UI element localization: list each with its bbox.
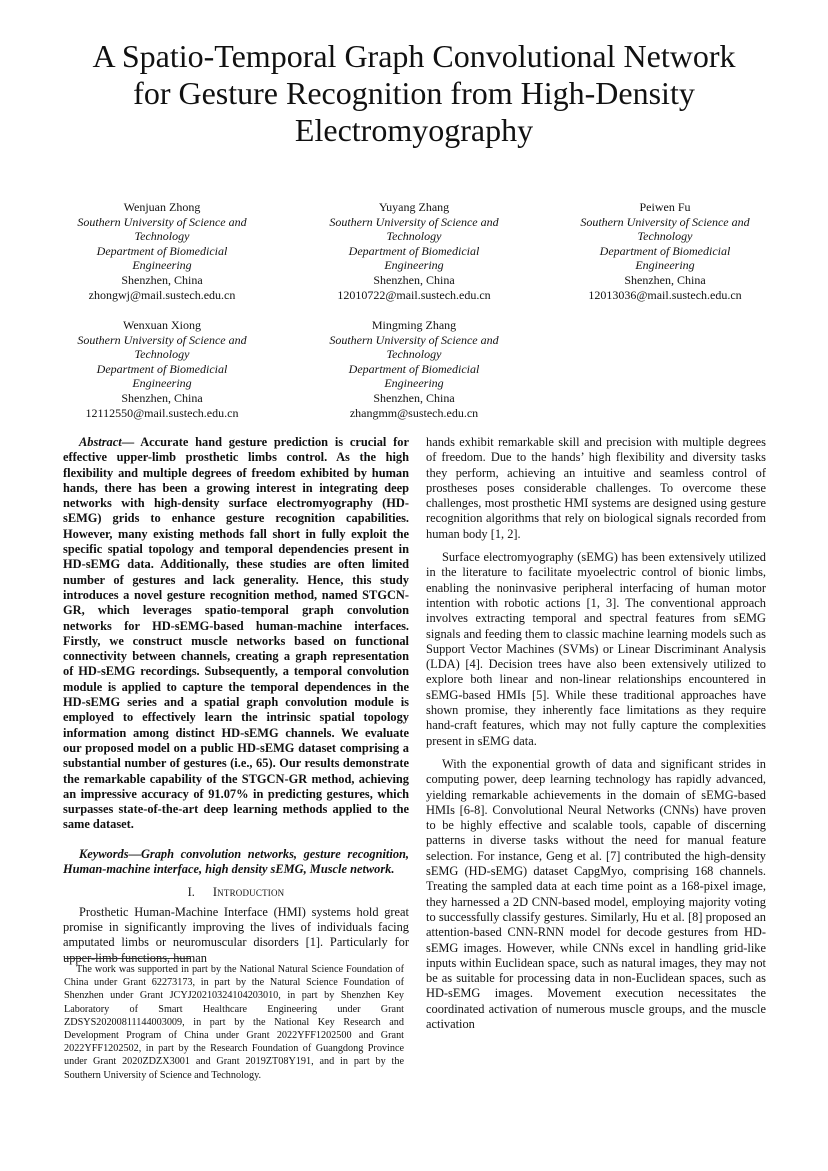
abstract-body: Accurate hand gesture prediction is crucial for effective upper-limb prosthetic limbs control. As the high flexibility and multiple degrees of freedom exhibited by human hands, there has been a growing interest in integrating deep networks with high-density surface electromyography (HD-sEMG) grids to enhance gesture recognition capabilities. However, many existing methods fall short in fully exploit the specific spatial topology and temporal dependencies present in HD-sEMG data. Additionally, these studies are often limited number of gestures and lack generality. Hence, this study introduces a novel gesture recognition method, named STGCN-GR, which leverages spatio-temporal graph convolution networks for HD-sEMG-based human-machine interfaces. Firstly, we construct muscle networks based on functional connectivity between channels, creating a graph representation of HD-sEMG recordings. Subsequently, a temporal convolution module is applied to capture the temporal dependences in the HD-sEMG series and a spatial graph convolution module is employed to effectively learn the intrinsic spatial topology information among distinct HD-sEMG channels. We evaluate our proposed model on a public HD-sEMG dataset comprising a substantial number of gestures (i.e., 65). Our results demonstrate the remarkable capability of the STGCN-GR method, achieving an impressive accuracy of 91.07% in predicting gestures, which surpasses state-of-the-art deep learning methods applied to the same dataset. <box>63 435 409 832</box>
author-block-4 <box>52 318 272 420</box>
author-affiliation: Technology <box>637 229 693 244</box>
author-affiliation: Southern University of Science and <box>329 214 499 229</box>
author-affiliation: Southern University of Science and <box>329 332 499 347</box>
author-block-1 <box>52 200 272 302</box>
author-name: Yuyang Zhang <box>378 200 450 214</box>
body-paragraph: hands exhibit remarkable skill and precision with multiple degrees of freedom. Due to the hands’ high flexibility and diversity tasks they perform, achieving an intuitive and seamless control of prostheses poses considerable challenges. To overcome these challenges, most prosthetic HMI systems are designed using gesture recognition algorithms that rely on biological signals recorded from human body [1, 2]. <box>426 435 766 541</box>
author-affiliation: Technology <box>134 229 190 244</box>
abstract-dash: — <box>121 435 141 449</box>
author-department: Department of Biomedicial <box>96 361 228 376</box>
author-name: Mingming Zhang <box>371 318 457 332</box>
abstract-label: Abstract <box>79 435 122 449</box>
title-line-1: A Spatio-Temporal Graph Convolutional Network <box>92 38 736 74</box>
author-affiliation: Southern University of Science and <box>580 214 750 229</box>
author-department: Engineering <box>384 376 444 391</box>
section-title: Introduction <box>212 885 285 900</box>
author-email: zhangmm@sustech.edu.cn <box>349 405 479 420</box>
author-block-3 <box>555 200 775 302</box>
author-city: Shenzhen, China <box>624 272 706 287</box>
author-department: Department of Biomedicial <box>348 361 480 376</box>
title-line-2: for Gesture Recognition from High-Density <box>133 75 695 111</box>
author-department: Engineering <box>384 258 444 273</box>
author-block-2 <box>304 200 524 302</box>
author-email: 12010722@mail.sustech.edu.cn <box>337 287 491 302</box>
author-department: Department of Biomedicial <box>96 243 228 258</box>
author-email: 12112550@mail.sustech.edu.cn <box>85 405 239 420</box>
author-affiliation: Southern University of Science and <box>77 332 247 347</box>
title-line-3: Electromyography <box>294 112 534 148</box>
author-department: Engineering <box>132 376 192 391</box>
author-department: Engineering <box>132 258 192 273</box>
author-name: Wenjuan Zhong <box>123 200 201 214</box>
author-department: Engineering <box>635 258 695 273</box>
footnote-divider <box>64 958 190 959</box>
author-email: zhongwj@mail.sustech.edu.cn <box>88 287 236 302</box>
author-email: 12013036@mail.sustech.edu.cn <box>588 287 742 302</box>
body-paragraph: Surface electromyography (sEMG) has been extensively utilized in the literature to facilitate myoelectric control of bionic limbs, enabling the noninvasive peripheral interfacing of human motor intention with robotic actions [1, 3]. The conventional approach involves extracting temporal and spectral features from sEMG signals and feeding them to classic machine learning models such as Support Vector Machines (SVMs) or Linear Discriminant Analysis (LDA) [4]. Decision trees have also been extensively utilized to explore both linear and non-linear relationships encountered in sEMG-based HMIs [5]. While these traditional approaches have shown promise, they inherently face limitations as they require hand-craft features, which may not fully capture the complexities present in sEMG data. <box>426 550 766 748</box>
author-block-5 <box>304 318 524 420</box>
keywords: Keywords—Graph convolution networks, gesture recognition, Human-machine interface, high density sEMG, Muscle network. <box>63 846 409 877</box>
paper-title <box>40 38 788 149</box>
author-affiliation: Technology <box>386 347 442 362</box>
funding-footnote: The work was supported in part by the National Natural Science Foundation of China under Grant 62273173, in part by the Natural Science Foundation of Shenzhen under Grant JCYJ20210324104203010, in part by Shenzhen Key Laboratory of Smart Healthcare Engineering under Grant ZDSYS20200811144003009, in part by the National Key Research and Development Program of China under Grant 2022YFF1202500 and Grant 2022YFF1202502, in part by the Research Foundation of Guangdong Province under Grant 2020ZDZX3001 and Grant 2019ZT08Y191, and in part by the Southern University of Science and Technology. <box>64 964 404 1081</box>
author-city: Shenzhen, China <box>373 272 455 287</box>
author-affiliation: Technology <box>386 229 442 244</box>
abstract <box>63 435 409 833</box>
intro-paragraph: Prosthetic Human-Machine Interface (HMI) systems hold great promise in significantly improving the lives of individuals facing amputated limbs or neuromuscular disorders [1]. Particularly for upper-limb functions, human <box>63 904 409 965</box>
author-department: Department of Biomedicial <box>348 243 480 258</box>
author-affiliation: Southern University of Science and <box>77 214 247 229</box>
author-city: Shenzhen, China <box>121 272 203 287</box>
author-department: Department of Biomedicial <box>599 243 731 258</box>
left-column <box>63 435 409 966</box>
author-city: Shenzhen, China <box>373 390 455 405</box>
author-name: Wenxuan Xiong <box>122 318 202 332</box>
section-number: I. <box>187 885 195 900</box>
author-affiliation: Technology <box>134 347 190 362</box>
body-paragraph: With the exponential growth of data and significant strides in computing power, deep learning technology has rapidly advanced, yielding remarkable achievements in the domain of sEMG-based HMIs [6-8]. Convolutional Neural Networks (CNNs) have proven to be highly effective and scalable tools, capable of discerning patterns in diverse tasks without the need for manual feature selection. For instance, Geng et al. [7] contributed the high-density sEMG (HD-sEMG) dataset CapgMyo, comprising 168 channels. Treating the sampled data at each time point as a 168-pixel image, they harnessed a 2D CNN-based model, employing majority voting to successfully classify gestures. Similarly, Hu et al. [8] proposed an attention-based CNN-RNN model for decode gestures from HD-sEMG images. However, while CNNs excel in handling grid-like inputs within Euclidean space, such as natural images, they may not be as suitable for processing data in non-Euclidean spaces, such as HD-sEMG images. Movement execution necessitates the coordinated activation of numerous muscle groups, and the muscle activation <box>426 756 766 1031</box>
author-city: Shenzhen, China <box>121 390 203 405</box>
author-name: Peiwen Fu <box>639 200 691 214</box>
section-heading-introduction <box>63 885 409 900</box>
right-column <box>426 435 766 1032</box>
